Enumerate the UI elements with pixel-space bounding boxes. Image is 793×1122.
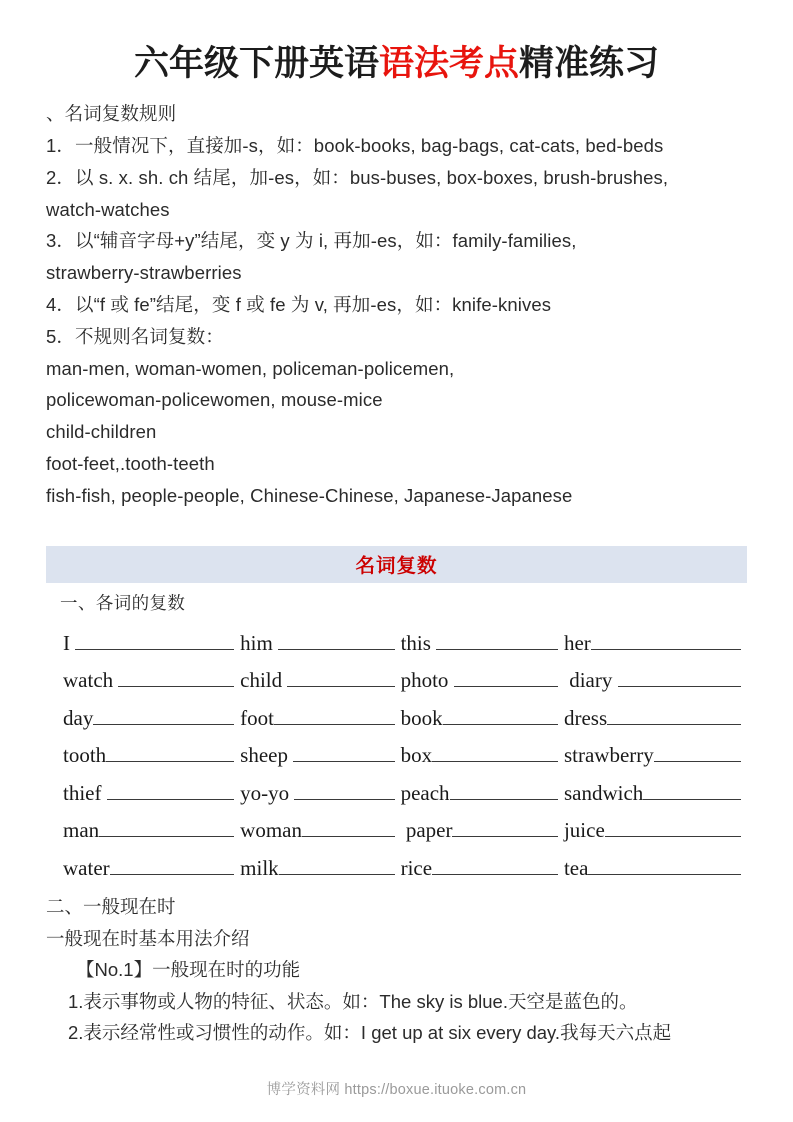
rule-line: 3．以“辅音字母+y”结尾，变 y 为 i, 再加-es，如：family-families, xyxy=(46,230,577,252)
exercise-cell xyxy=(401,743,564,768)
exercise-word: photo xyxy=(400,668,454,693)
exercise-cell xyxy=(401,781,564,806)
exercise-cell xyxy=(63,668,240,693)
exercise-word: strawberry xyxy=(563,743,654,768)
footer-watermark: 博学资料网 https://boxue.ituoke.com.cn xyxy=(266,1082,527,1098)
exercise-cell xyxy=(564,706,747,731)
tense-intro: 一般现在时基本用法介绍 xyxy=(46,927,250,949)
exercise-word: box xyxy=(400,743,433,768)
answer-blank[interactable] xyxy=(454,671,558,687)
exercise-word: juice xyxy=(563,818,605,843)
exercise-cell xyxy=(564,818,747,843)
answer-blank[interactable] xyxy=(654,746,741,762)
exercise-word: him xyxy=(240,630,279,655)
answer-blank[interactable] xyxy=(432,859,558,875)
title-segment-3: 精准练习 xyxy=(519,44,660,83)
exercise-row xyxy=(63,737,747,775)
answer-blank[interactable] xyxy=(591,634,741,650)
answer-blank[interactable] xyxy=(436,634,558,650)
exercise-word: thief xyxy=(63,780,107,805)
answer-blank[interactable] xyxy=(106,746,234,762)
answer-blank[interactable] xyxy=(643,784,741,800)
exercise-word: woman xyxy=(240,818,302,843)
exercise-word: foot xyxy=(240,705,274,730)
exercise-row xyxy=(63,775,747,813)
tense-topic: 【No.1】一般现在时的功能 xyxy=(76,959,301,981)
exercise-word: tooth xyxy=(63,743,107,768)
exercise-word: this xyxy=(400,630,437,655)
answer-blank[interactable] xyxy=(279,859,395,875)
exercise-word: dress xyxy=(563,705,608,730)
exercise-cell xyxy=(240,631,400,656)
answer-blank[interactable] xyxy=(443,709,558,725)
section-banner xyxy=(46,546,747,583)
exercise-cell xyxy=(240,668,400,693)
exercise-cell xyxy=(63,706,240,731)
exercise-row xyxy=(63,812,747,850)
exercise-word: watch xyxy=(63,668,119,693)
answer-blank[interactable] xyxy=(75,634,234,650)
answer-blank[interactable] xyxy=(99,821,234,837)
tense-point: 1.表示事物或人物的特征、状态。如：The sky is blue.天空是蓝色的。 xyxy=(68,990,638,1012)
noun-plural-rules-block xyxy=(46,98,747,511)
exercise-word: sheep xyxy=(240,743,294,768)
exercise-word: diary xyxy=(563,668,618,693)
answer-blank[interactable] xyxy=(618,671,741,687)
rule-line: fish-fish, people-people, Chinese-Chinese, Japanese-Japanese xyxy=(46,484,573,506)
title-segment-highlight: 语法考点 xyxy=(378,44,519,83)
answer-blank[interactable] xyxy=(302,821,395,837)
exercise-row xyxy=(63,625,747,663)
exercise-word: day xyxy=(63,705,94,730)
exercise-word: peach xyxy=(400,780,450,805)
exercise-word: yo-yo xyxy=(240,780,295,805)
exercise-sub-heading: 一、各词的复数 xyxy=(60,592,186,613)
rule-line: 4．以“f 或 fe”结尾，变 f 或 fe 为 v, 再加-es，如：knife-knives xyxy=(46,294,552,316)
rule-line: man-men, woman-women, policeman-policemen, xyxy=(46,357,455,379)
answer-blank[interactable] xyxy=(110,859,235,875)
exercise-word: child xyxy=(240,668,288,693)
page-title xyxy=(46,0,747,84)
exercise-word: paper xyxy=(400,818,453,843)
answer-blank[interactable] xyxy=(588,859,741,875)
exercise-cell xyxy=(401,856,564,881)
exercise-row xyxy=(63,850,747,888)
title-segment-1: 六年级下册英语 xyxy=(133,44,379,83)
rule-line: watch-watches xyxy=(46,198,170,220)
exercise-cell xyxy=(564,668,747,693)
rules-heading: 、名词复数规则 xyxy=(46,103,177,125)
answer-blank[interactable] xyxy=(294,784,394,800)
exercise-cell xyxy=(564,856,747,881)
exercise-cell xyxy=(63,856,240,881)
exercise-cell xyxy=(401,668,564,693)
present-simple-section xyxy=(46,891,747,1049)
section-banner-label: 名词复数 xyxy=(355,555,438,578)
answer-blank[interactable] xyxy=(605,821,741,837)
exercise-cell xyxy=(564,781,747,806)
exercise-word: I xyxy=(63,630,76,655)
answer-blank[interactable] xyxy=(287,671,394,687)
rule-line: foot-feet,.tooth-teeth xyxy=(46,453,215,475)
exercise-word: sandwich xyxy=(563,780,644,805)
answer-blank[interactable] xyxy=(452,821,557,837)
exercise-cell xyxy=(63,631,240,656)
exercise-cell xyxy=(240,818,400,843)
plural-exercise-grid xyxy=(46,625,747,888)
exercise-cell xyxy=(63,743,240,768)
exercise-cell xyxy=(240,706,400,731)
exercise-cell xyxy=(240,743,400,768)
exercise-cell xyxy=(564,631,747,656)
answer-blank[interactable] xyxy=(450,784,558,800)
answer-blank[interactable] xyxy=(432,746,558,762)
exercise-word: book xyxy=(400,705,443,730)
exercise-word: rice xyxy=(400,855,433,880)
tense-heading: 二、一般现在时 xyxy=(46,896,176,918)
exercise-cell xyxy=(564,743,747,768)
answer-blank[interactable] xyxy=(107,784,234,800)
exercise-cell xyxy=(240,781,400,806)
rule-line: child-children xyxy=(46,421,157,443)
exercise-word: tea xyxy=(563,855,589,880)
exercise-word: man xyxy=(63,818,100,843)
exercise-word: milk xyxy=(240,855,279,880)
answer-blank[interactable] xyxy=(607,709,741,725)
answer-blank[interactable] xyxy=(278,634,395,650)
exercise-cell xyxy=(63,781,240,806)
exercise-word: water xyxy=(63,855,110,880)
rule-line: policewoman-policewomen, mouse-mice xyxy=(46,389,383,411)
rule-line: 2．以 s. x. sh. ch 结尾，加-es，如：bus-buses, box-boxes, brush-brushes, xyxy=(46,166,669,188)
exercise-row xyxy=(63,662,747,700)
exercise-word: her xyxy=(563,630,591,655)
exercise-cell xyxy=(401,631,564,656)
exercise-cell xyxy=(63,818,240,843)
rule-line: 5．不规则名词复数： xyxy=(46,325,224,347)
rule-line: 1．一般情况下，直接加-s，如：book-books, bag-bags, cat-cats, bed-beds xyxy=(46,135,664,157)
answer-blank[interactable] xyxy=(293,746,394,762)
answer-blank[interactable] xyxy=(93,709,234,725)
exercise-cell xyxy=(401,706,564,731)
answer-blank[interactable] xyxy=(118,671,234,687)
answer-blank[interactable] xyxy=(274,709,395,725)
tense-point: 2.表示经常性或习惯性的动作。如：I get up at six every day.我每天六点起 xyxy=(68,1022,672,1044)
exercise-cell xyxy=(240,856,400,881)
rule-line: strawberry-strawberries xyxy=(46,262,242,284)
exercise-cell xyxy=(401,818,564,843)
exercise-row xyxy=(63,700,747,738)
